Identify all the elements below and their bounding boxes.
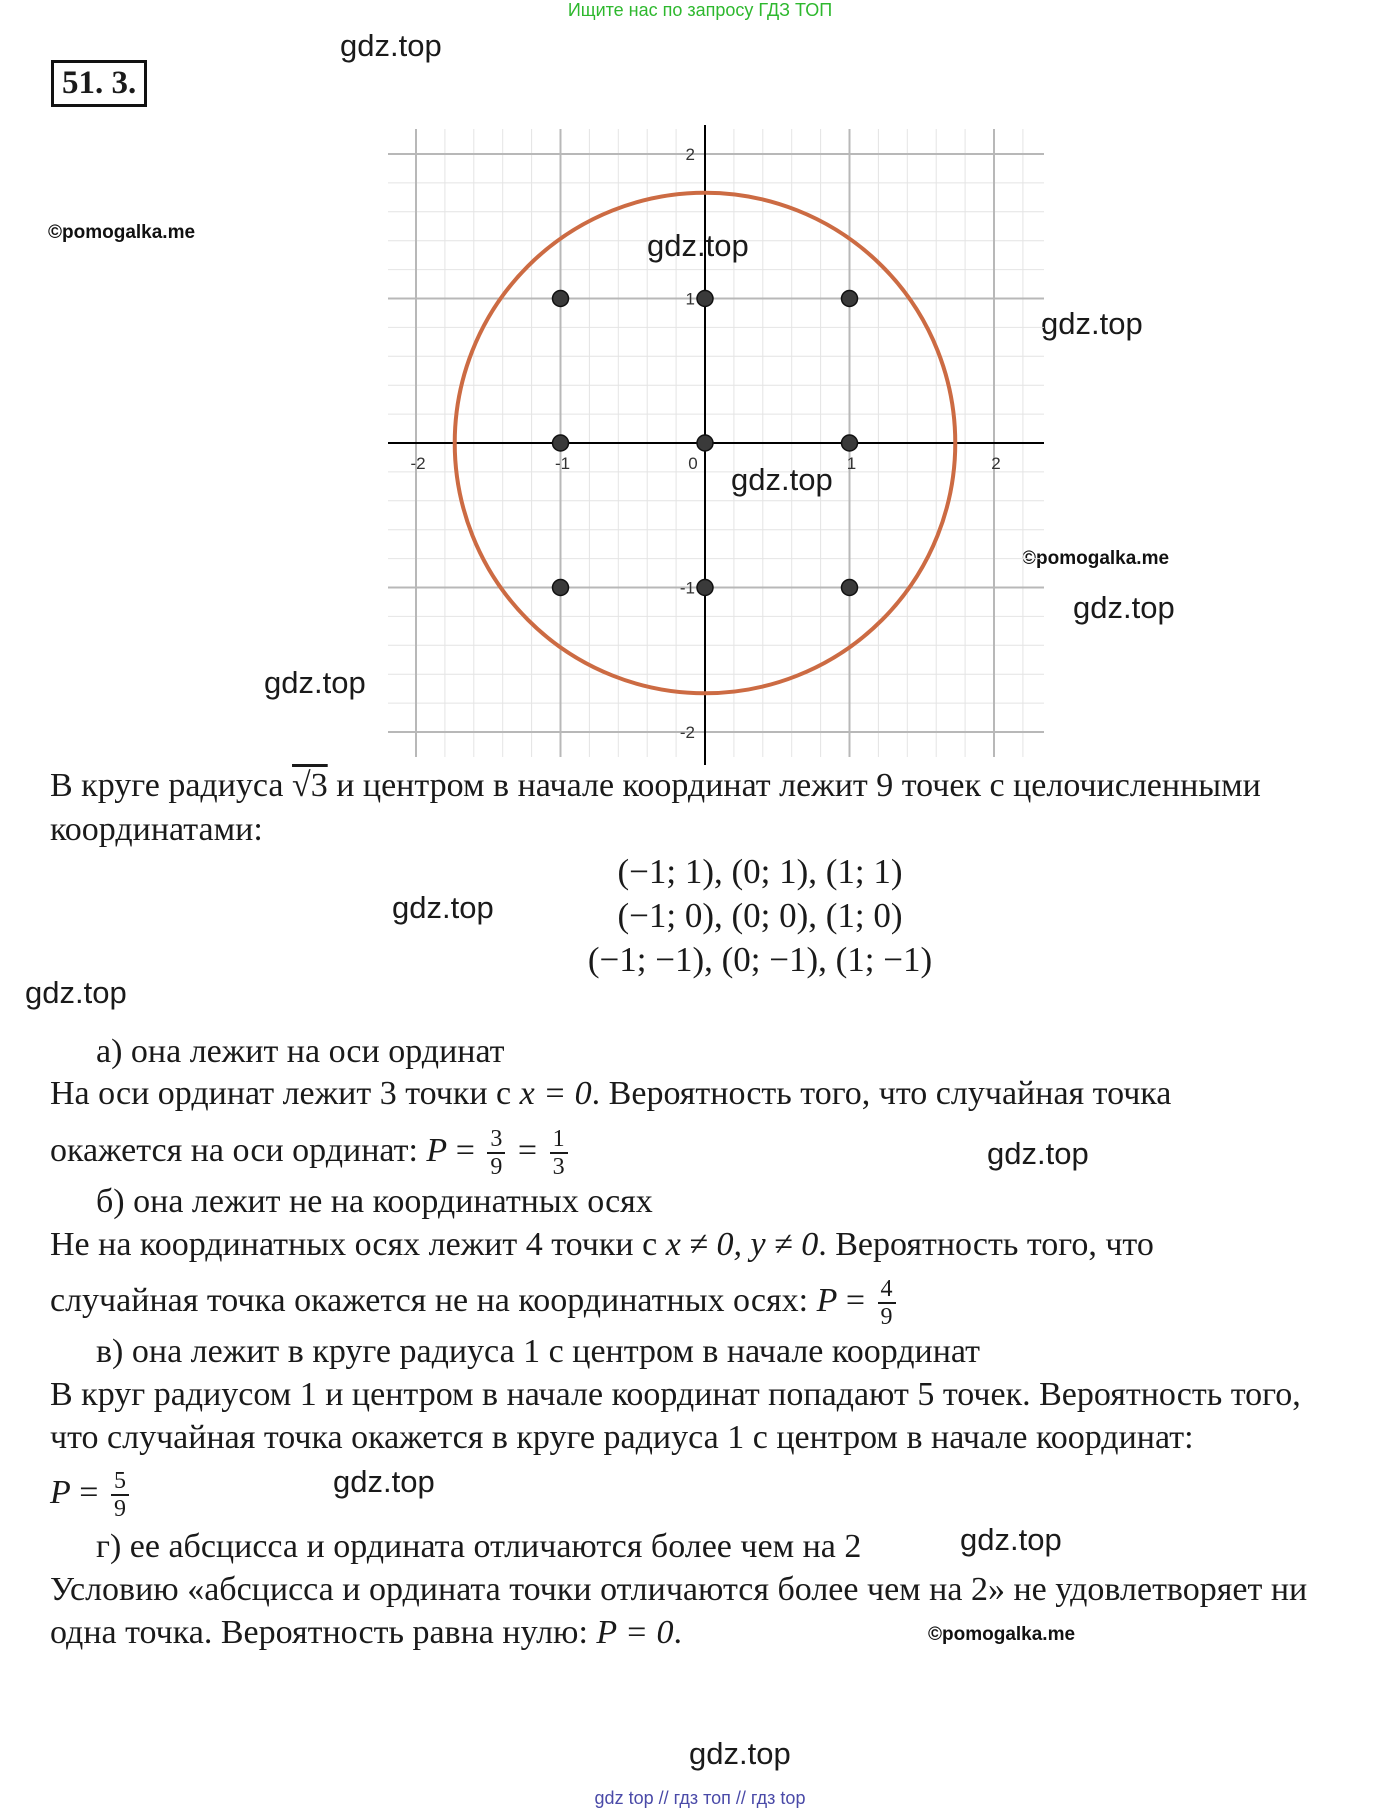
part-b-line-1: Не на координатных осях лежит 4 точки с x ≠ 0, y ≠ 0. Вероятность того, что — [50, 1226, 1154, 1263]
part-g-line-2: одна точка. Вероятность равна нулю: P = 0. — [50, 1614, 682, 1651]
part-g-label: г) ее абсцисса и ордината отличаются более чем на 2 — [96, 1528, 862, 1565]
x-tick-label: -1 — [554, 454, 571, 473]
watermark-gdz: gdz.top — [392, 890, 494, 925]
points-row: (−1; 1), (0; 1), (1; 1) — [617, 852, 903, 891]
fraction-3-9: $\frac{3}{9}$ — [487, 1126, 505, 1180]
watermark-gdz: gdz.top — [960, 1522, 1062, 1557]
watermark-gdz: gdz.top — [264, 665, 366, 700]
watermark-gdz: gdz.top — [25, 975, 127, 1010]
part-g-line-1: Условию «абсцисса и ордината точки отличаются более чем на 2» не удовлетворяет ни — [50, 1571, 1308, 1608]
points-row: (−1; −1), (0; −1), (1; −1) — [587, 940, 933, 979]
watermark-gdz: gdz.top — [987, 1136, 1089, 1171]
data-point — [697, 291, 713, 307]
watermark-gdz: gdz.top — [333, 1464, 435, 1499]
x-tick-label: 1 — [846, 454, 857, 473]
x-tick-label: 0 — [688, 454, 698, 473]
fraction-5-9: $\frac{5}{9}$ — [111, 1468, 129, 1522]
part-a-label: а) она лежит на оси ординат — [96, 1033, 505, 1070]
watermark-pomogalka: ©pomogalka.me — [48, 222, 196, 243]
data-point — [697, 580, 713, 596]
watermark-gdz: gdz.top — [1041, 306, 1143, 341]
points-row: (−1; 0), (0; 0), (1; 0) — [617, 896, 903, 935]
data-point — [553, 291, 569, 307]
y-tick-label: 1 — [685, 289, 695, 309]
intro-line-1: В круге радиуса √3 и центром в начале координат лежит 9 точек с целочисленными — [50, 767, 1261, 804]
data-point — [842, 291, 858, 307]
intro-line-2: координатами: — [50, 811, 263, 848]
part-b-line-2: случайная точка окажется не на координатных осях: P = $\frac{4}{9}$ — [50, 1276, 900, 1330]
watermark-gdz: gdz.top — [731, 462, 833, 497]
task-number: 51. 3. — [51, 60, 147, 107]
part-v-line-1: В круг радиусом 1 и центром в начале координат попадают 5 точек. Вероятность того, — [50, 1376, 1301, 1413]
watermark-gdz: gdz.top — [340, 28, 442, 63]
part-a-line-1: На оси ординат лежит 3 точки с x = 0. Вероятность того, что случайная точка — [50, 1075, 1172, 1112]
points-list — [500, 850, 1020, 982]
x-tick-label: 2 — [991, 454, 1001, 473]
part-v-line-3: P = $\frac{5}{9}$ — [50, 1468, 133, 1522]
watermark-gdz: gdz.top — [689, 1736, 791, 1771]
watermark-pomogalka: ©pomogalka.me — [1022, 548, 1170, 569]
data-point — [553, 580, 569, 596]
data-point — [842, 580, 858, 596]
part-v-label: в) она лежит в круге радиуса 1 с центром в начале координат — [96, 1333, 980, 1370]
fraction-4-9: $\frac{4}{9}$ — [878, 1276, 896, 1330]
y-tick-label: 2 — [685, 145, 695, 164]
data-point — [553, 435, 569, 451]
axes — [388, 125, 1044, 765]
data-point — [697, 435, 713, 451]
watermark-pomogalka: ©pomogalka.me — [928, 1624, 1076, 1645]
coordinate-chart — [380, 125, 1050, 765]
part-a-line-2: окажется на оси ординат: P = $\frac{3}{9}$ = $\frac{1}{3}$ — [50, 1126, 572, 1180]
top-search-link[interactable]: Ищите нас по запросу ГДЗ ТОП — [567, 0, 833, 20]
watermark-gdz: gdz.top — [647, 228, 749, 263]
data-point — [842, 435, 858, 451]
y-tick-label: -2 — [679, 723, 695, 742]
part-b-label: б) она лежит не на координатных осях — [96, 1183, 653, 1220]
fraction-1-3: $\frac{1}{3}$ — [550, 1126, 568, 1180]
footer-links[interactable]: gdz top // гдз топ // гдз top — [594, 1788, 806, 1808]
part-v-line-2: что случайная точка окажется в круге радиуса 1 с центром в начале координат: — [50, 1419, 1194, 1456]
sqrt-3: √3 — [292, 767, 328, 804]
watermark-gdz: gdz.top — [1073, 590, 1175, 625]
x-tick-label: -2 — [410, 454, 426, 473]
y-tick-label: -1 — [679, 578, 695, 598]
